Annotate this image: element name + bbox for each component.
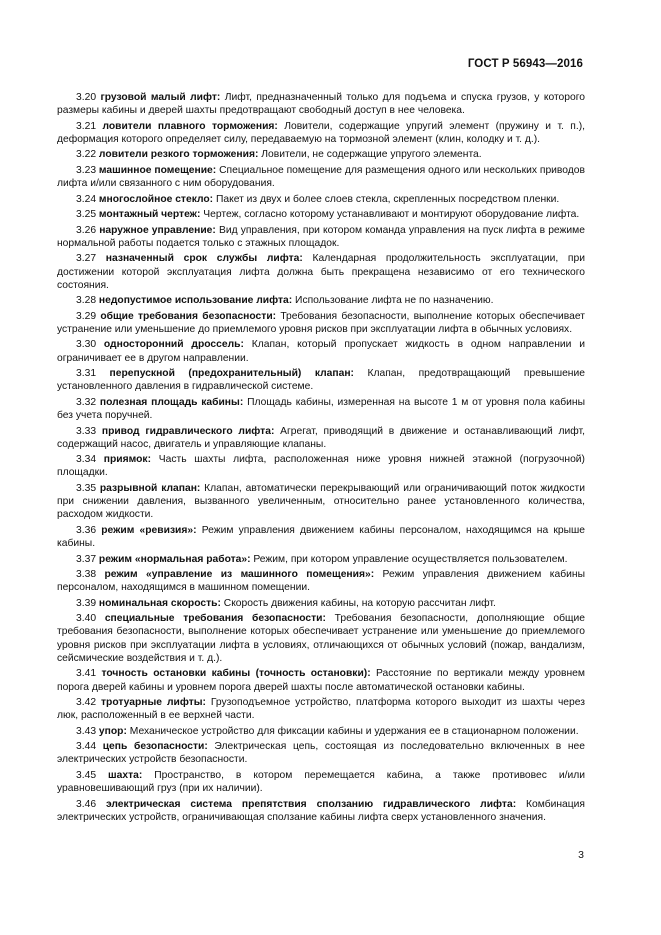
definitions-list <box>57 91 585 826</box>
entry-definition: Вид управления, при котором команда управления на пуск лифта в режиме нормальной работы подается только с этажных площадок. <box>57 224 585 249</box>
definition-entry <box>57 769 585 795</box>
entry-number: 3.20 <box>76 92 97 103</box>
entry-definition: Площадь кабины, измеренная на высоте 1 м от уровня пола кабины без учета поручней. <box>57 396 585 422</box>
definition-entry <box>57 224 585 250</box>
entry-number: 3.31 <box>76 368 97 380</box>
entry-definition: Электрическая цепь, состоящая из последовательно включенных в нее электрических устройств безопасности. <box>57 741 585 766</box>
entry-number: 3.35 <box>76 482 97 494</box>
definition-entry <box>57 453 585 479</box>
definition-entry <box>57 338 585 364</box>
entry-term: электрическая система препятствия сползанию гидравлического лифта: <box>105 798 517 810</box>
entry-term: режим «управление из машинного помещения»: <box>104 569 375 581</box>
entry-number: 3.27 <box>76 253 97 265</box>
definition-entry <box>57 91 585 117</box>
entry-term: привод гидравлического лифта: <box>101 425 275 437</box>
entry-definition: Ловители, не содержащие упругого элемента. <box>258 149 482 161</box>
entry-definition: Лифт, предназначенный только для подъема и спуска грузов, у которого размеры кабины и дверей шахты предотвращают свободный доступ в нее человека. <box>57 92 585 117</box>
entry-term: назначенный срок службы лифта: <box>105 253 303 265</box>
entry-definition: Расстояние по вертикали между уровнем порога дверей кабины и уровнем порога дверей шахты после автоматической остановки кабины. <box>57 668 585 693</box>
entry-number: 3.33 <box>76 425 97 437</box>
entry-term: недопустимое использование лифта: <box>98 295 293 307</box>
entry-number: 3.32 <box>76 396 97 408</box>
definition-entry <box>57 252 585 292</box>
entry-term: режим «нормальная работа»: <box>98 553 251 565</box>
definition-entry <box>57 597 585 610</box>
entry-number: 3.41 <box>76 668 97 680</box>
entry-definition: Клапан, автоматически перекрывающий или ограничивающий поток жидкости при снижении давления, вызванного увеличенным, относительно ранее установленного количества, расходом жидкости. <box>57 482 585 521</box>
entry-number: 3.23 <box>76 164 97 176</box>
definition-entry <box>57 482 585 522</box>
entry-number: 3.39 <box>76 597 97 609</box>
entry-term: специальные требования безопасности: <box>104 613 326 625</box>
entry-definition: Комбинация электрических устройств, ограничивающая сползание кабины лифта сверх установленного значения. <box>57 798 585 823</box>
definition-entry <box>57 612 585 665</box>
definition-entry <box>57 310 585 336</box>
entry-number: 3.30 <box>76 339 97 351</box>
entry-definition: Часть шахты лифта, расположенная ниже уровня нижней этажной (погрузочной) площадки. <box>57 454 585 479</box>
entry-number: 3.26 <box>76 224 97 236</box>
entry-definition: Режим, при котором управление осуществляется пользователем. <box>250 553 568 565</box>
entry-term: разрывной клапан: <box>99 482 201 494</box>
entry-term: цепь безопасности: <box>102 741 208 753</box>
entry-definition: Чертеж, согласно которому устанавливают и монтируют оборудование лифта. <box>200 209 580 221</box>
entry-definition: Использование лифта не по назначению. <box>292 295 494 307</box>
definition-entry <box>57 396 585 422</box>
definition-entry <box>57 696 585 722</box>
entry-term: многослойное стекло: <box>98 193 214 205</box>
entry-number: 3.42 <box>76 697 97 709</box>
entry-term: монтажный чертеж: <box>98 209 201 221</box>
entry-number: 3.44 <box>76 741 97 753</box>
entry-number: 3.29 <box>76 310 97 322</box>
entry-term: перепускной (предохранительный) клапан: <box>109 368 354 380</box>
definition-entry <box>57 725 585 738</box>
entry-number: 3.22 <box>76 149 97 161</box>
entry-term: односторонний дроссель: <box>103 339 244 351</box>
entry-number: 3.25 <box>76 209 97 221</box>
entry-number: 3.28 <box>76 295 97 307</box>
entry-definition: Грузоподъемное устройство, платформа которого выходит из шахты через люк, расположенный в ее верхней части. <box>57 697 585 722</box>
definition-entry <box>57 367 585 393</box>
entry-definition: Режим управления движением кабины персоналом, находящимся на крыше кабины. <box>57 524 585 550</box>
entry-definition: Специальное помещение для размещения одного или нескольких приводов лифта и/или связанного с ним оборудования. <box>57 164 585 190</box>
entry-number: 3.45 <box>76 769 97 781</box>
entry-definition: Клапан, который пропускает жидкость в одном направлении и ограничивает ее в другом направлении. <box>57 339 585 364</box>
entry-definition: Требования безопасности, выполнение которых обеспечивает устранение или уменьшение до приемлемого уровня рисков при эксплуатации лифта в обычных условиях. <box>57 310 585 335</box>
entry-definition: Ловители, содержащие упругий элемент (пружину и т. п.), деформация которого определяет силу, передаваемую на тормозной элемент (клин, колодку и т. д.). <box>57 120 585 145</box>
entry-term: номинальная скорость: <box>98 597 221 609</box>
definition-entry <box>57 425 585 451</box>
entry-term: ловители резкого торможения: <box>98 149 259 161</box>
entry-term: точность остановки кабины (точность остановки): <box>101 668 371 680</box>
entry-number: 3.37 <box>76 553 97 565</box>
entry-term: наружное управление: <box>99 224 216 236</box>
entry-term: грузовой малый лифт: <box>100 92 221 103</box>
entry-number: 3.38 <box>76 569 97 581</box>
entry-number: 3.24 <box>76 193 97 205</box>
definition-entry <box>57 120 585 146</box>
definition-entry <box>57 148 585 161</box>
entry-term: тротуарные лифты: <box>101 697 206 709</box>
entry-definition: Агрегат, приводящий в движение и останавливающий лифт, содержащий насос, двигатель и управляющие клапаны. <box>57 425 585 450</box>
entry-number: 3.21 <box>76 120 97 132</box>
definition-entry <box>57 667 585 693</box>
definition-entry <box>57 164 585 190</box>
entry-term: упор: <box>98 725 127 737</box>
definition-entry <box>57 740 585 766</box>
entry-term: шахта: <box>108 769 143 781</box>
definition-entry <box>57 208 585 221</box>
entry-definition: Механическое устройство для фиксации кабины и удержания ее в стационарном положении. <box>126 725 579 737</box>
entry-number: 3.43 <box>76 725 97 737</box>
definition-entry <box>57 553 585 566</box>
entry-number: 3.46 <box>76 798 97 810</box>
entry-definition: Скорость движения кабины, на которую рассчитан лифт. <box>220 597 496 609</box>
entry-term: машинное помещение: <box>98 164 217 176</box>
definition-entry <box>57 193 585 206</box>
definition-entry <box>57 524 585 550</box>
entry-term: ловители плавного торможения: <box>102 120 278 132</box>
entry-number: 3.40 <box>76 613 97 625</box>
definition-entry <box>57 294 585 307</box>
entry-definition: Режим управления движением кабины персоналом, находящимся в машинном помещении. <box>57 569 585 594</box>
entry-term: режим «ревизия»: <box>101 524 197 536</box>
entry-definition: Пространство, в котором перемещается кабина, а также противовес и/или уравновешивающий груз (при их наличии). <box>57 769 585 795</box>
entry-definition: Календарная продолжительность эксплуатации, при достижении которой эксплуатация лифта должна быть прекращена независимо от его технического состояния. <box>57 253 585 291</box>
entry-term: полезная площадь кабины: <box>99 396 244 408</box>
definition-entry <box>57 798 585 824</box>
entry-definition: Требования безопасности, дополняющие общие требования безопасности, выполнение которых обеспечивает устранение или уменьшение до приемлемого уровня рисков при эксплуатации лифта в условиях, отличающихся от обычных условий (пожар, вандализм, сейсмические воздействия и т. д.). <box>57 613 585 664</box>
page-number: 3 <box>578 849 584 861</box>
entry-term: приямок: <box>103 454 151 466</box>
definition-entry <box>57 568 585 594</box>
entry-number: 3.34 <box>76 454 97 466</box>
entry-number: 3.36 <box>76 524 97 536</box>
entry-definition: Клапан, предотвращающий превышение установленного давления в гидравлической системе. <box>57 368 585 393</box>
entry-term: общие требования безопасности: <box>100 310 277 322</box>
standard-code: ГОСТ Р 56943—2016 <box>467 58 583 70</box>
entry-definition: Пакет из двух и более слоев стекла, скрепленных посредством пленки. <box>213 193 560 205</box>
